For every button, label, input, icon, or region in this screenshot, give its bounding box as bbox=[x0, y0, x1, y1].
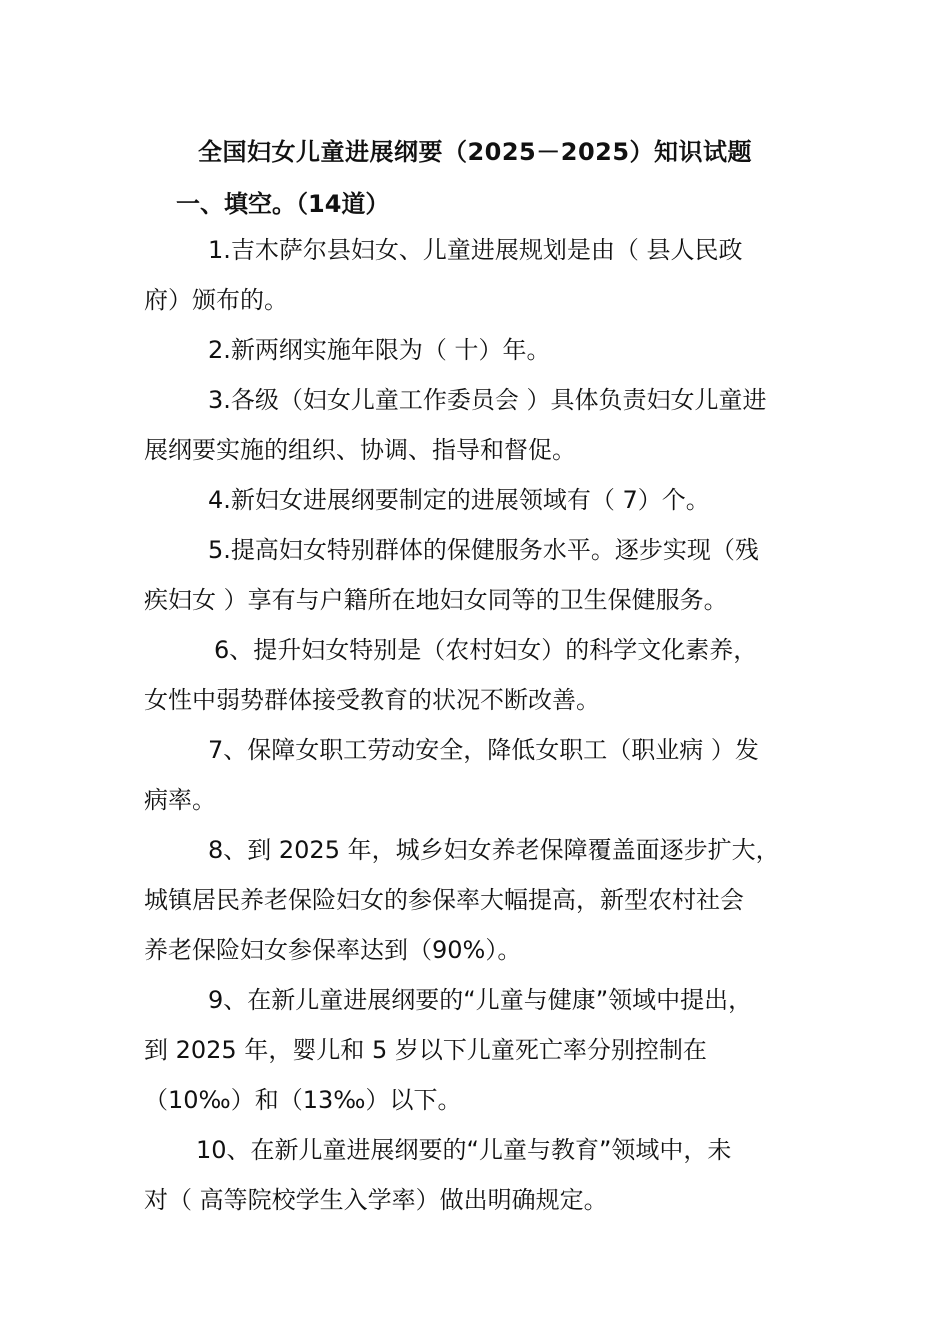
question-line: 9、在新儿童进展纲要的“儿童与健康”领域中提出， bbox=[208, 986, 753, 1014]
question-line: 城镇居民养老保险妇女的参保率大幅提高，新型农村社会 bbox=[144, 886, 744, 914]
question-line: 7、保障女职工劳动安全，降低女职工（职业病 ）发 bbox=[208, 736, 759, 764]
question-line: 病率。 bbox=[144, 786, 216, 814]
question-line: 女性中弱势群体接受教育的状况不断改善。 bbox=[144, 686, 600, 714]
question-line: 5.提高妇女特别群体的保健服务水平。逐步实现（残 bbox=[208, 536, 759, 564]
question-line: 4.新妇女进展纲要制定的进展领域有（ 7）个。 bbox=[208, 486, 710, 514]
question-line: 1.吉木萨尔县妇女、儿童进展规划是由（ 县人民政 bbox=[208, 236, 743, 264]
question-line: 2.新两纲实施年限为（ 十）年。 bbox=[208, 336, 551, 364]
question-line: 疾妇女 ）享有与户籍所在地妇女同等的卫生保健服务。 bbox=[144, 586, 728, 614]
question-line: 到 2025 年，婴儿和 5 岁以下儿童死亡率分别控制在 bbox=[144, 1036, 707, 1064]
question-line: 展纲要实施的组织、协调、指导和督促。 bbox=[144, 436, 576, 464]
question-line: 3.各级（妇女儿童工作委员会 ）具体负责妇女儿童进 bbox=[208, 386, 767, 414]
question-line: 对（ 高等院校学生入学率）做出明确规定。 bbox=[144, 1186, 608, 1214]
question-line: 8、到 2025 年，城乡妇女养老保障覆盖面逐步扩大， bbox=[208, 836, 780, 864]
document-title: 全国妇女儿童进展纲要（2025－2025）知识试题 bbox=[197, 138, 753, 166]
question-line: 6、提升妇女特别是（农村妇女）的科学文化素养， bbox=[214, 636, 758, 664]
question-line: 府）颁布的。 bbox=[144, 286, 288, 314]
question-line: 养老保险妇女参保率达到（90%）。 bbox=[144, 936, 522, 964]
question-line: （10‰）和（13‰）以下。 bbox=[144, 1086, 462, 1114]
question-line: 10、在新儿童进展纲要的“儿童与教育”领域中，未 bbox=[196, 1136, 732, 1164]
section-heading: 一、填空。（14道） bbox=[176, 190, 390, 218]
